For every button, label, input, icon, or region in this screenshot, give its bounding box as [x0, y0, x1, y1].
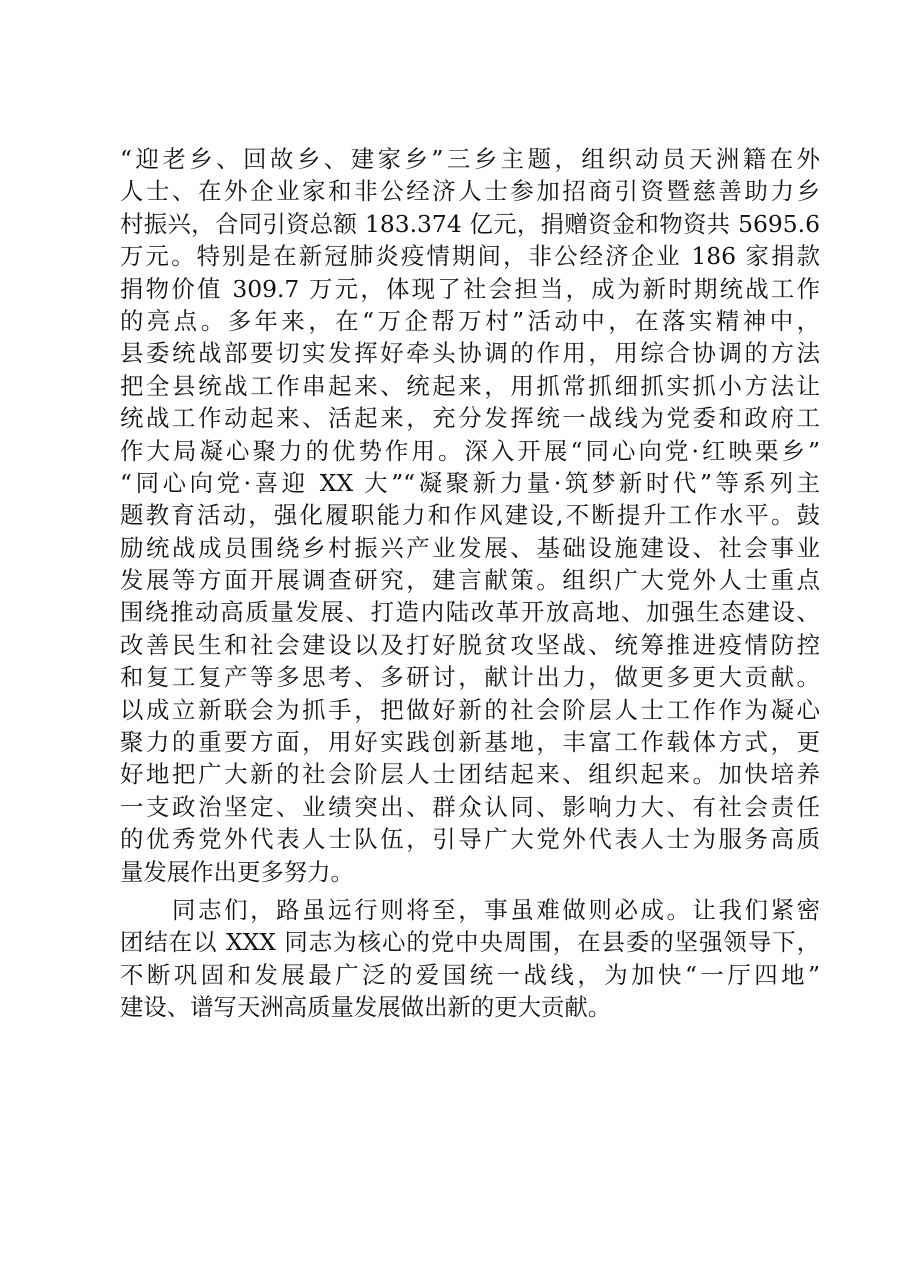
text-line: 建设、谱写天洲高质量发展做出新的更大贡献。 [120, 993, 612, 1022]
text-line: 统战工作动起来、活起来，充分发挥统一战线为党委和政府工 [120, 404, 820, 433]
text-line: 题教育活动，强化履职能力和作风建设,不断提升工作水平。鼓 [120, 501, 820, 530]
text-line: “同心向党·喜迎 XX 大”“凝聚新力量·筑梦新时代”等系列主 [120, 468, 820, 497]
text-line: 一支政治坚定、业绩突出、群众认同、影响力大、有社会责任 [120, 792, 820, 821]
text-line: 人士、在外企业家和非公经济人士参加招商引资暨慈善助力乡 [120, 177, 820, 206]
text-line: 好地把广大新的社会阶层人士团结起来、组织起来。加快培养 [120, 760, 820, 789]
text-line: 围绕推动高质量发展、打造内陆改革开放高地、加强生态建设、 [120, 598, 820, 627]
text-line: 改善民生和社会建设以及打好脱贫攻坚战、统筹推进疫情防控 [120, 630, 820, 659]
paragraph-2 [120, 894, 820, 1024]
text-line: 不断巩固和发展最广泛的爱国统一战线，为加快“一厅四地” [120, 960, 820, 989]
text-line: 励统战成员围绕乡村振兴产业发展、基础设施建设、社会事业 [120, 533, 820, 562]
text-line: 发展等方面开展调查研究，建言献策。组织广大党外人士重点 [120, 566, 820, 595]
text-line: 量发展作出更多努力。 [120, 857, 354, 886]
paragraph-1 [120, 143, 820, 888]
text-line: 的亮点。多年来，在“万企帮万村”活动中，在落实精神中， [120, 306, 820, 335]
text-line: 的优秀党外代表人士队伍，引导广大党外代表人士为服务高质 [120, 825, 820, 854]
text-line: 万元。特别是在新冠肺炎疫情期间，非公经济企业 186 家捐款 [120, 242, 820, 271]
text-line: 同志们，路虽远行则将至，事虽难做则必成。让我们紧密 [120, 895, 820, 924]
text-line: 以成立新联会为抓手，把做好新的社会阶层人士工作作为凝心 [120, 695, 820, 724]
text-line: “迎老乡、回故乡、建家乡”三乡主题，组织动员天洲籍在外 [120, 145, 820, 173]
text-line: 县委统战部要切实发挥好牵头协调的作用，用综合协调的方法 [120, 339, 820, 368]
text-line: 村振兴，合同引资总额 183.374 亿元，捐赠资金和物资共 5695.6 [120, 209, 820, 238]
text-line: 聚力的重要方面，用好实践创新基地，丰富工作载体方式，更 [120, 728, 820, 757]
text-line: 和复工复产等多思考、多研讨，献计出力，做更多更大贡献。 [120, 663, 820, 692]
text-line: 捐物价值 309.7 万元，体现了社会担当，成为新时期统战工作 [120, 274, 820, 303]
text-line: 团结在以 XXX 同志为核心的党中央周围，在县委的坚强领导下， [120, 928, 820, 957]
text-line: 把全县统战工作串起来、统起来，用抓常抓细抓实抓小方法让 [120, 371, 820, 400]
text-line: 作大局凝心聚力的优势作用。深入开展“同心向党·红映栗乡” [120, 436, 820, 465]
document-body [120, 143, 820, 1024]
